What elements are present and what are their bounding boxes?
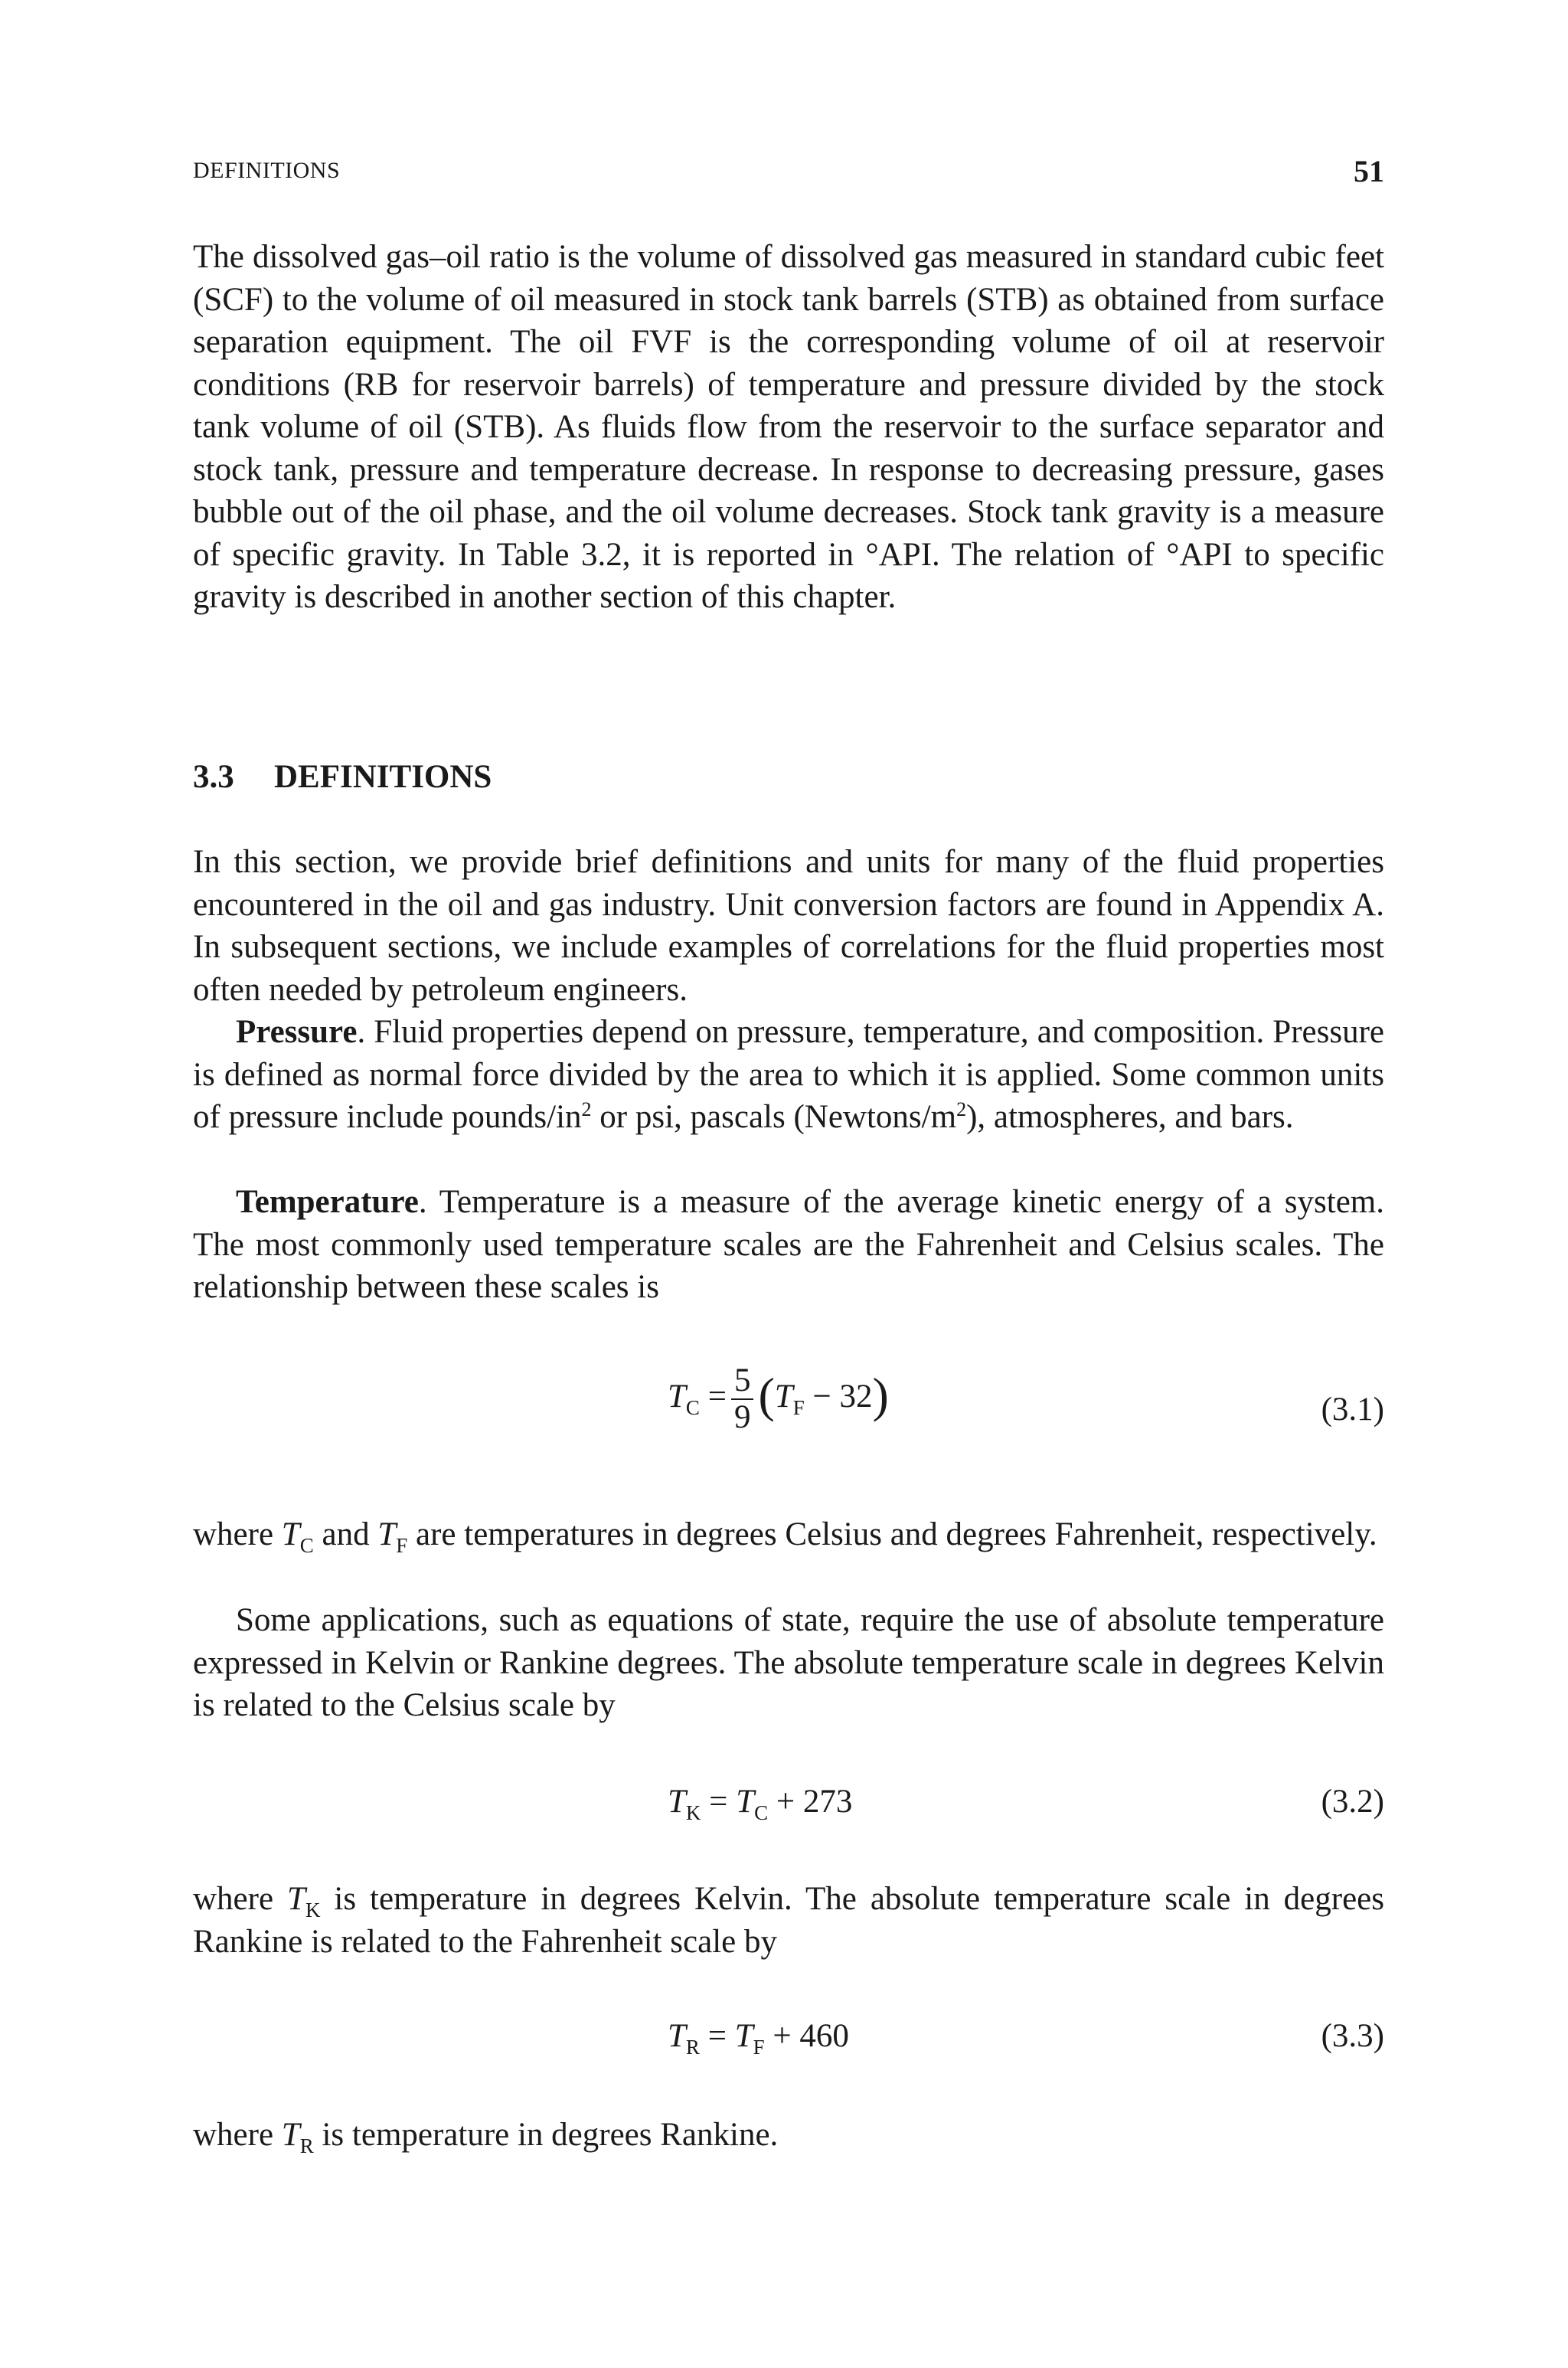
where-2-var-1: T bbox=[287, 1881, 305, 1917]
where-1-text-b: and bbox=[313, 1516, 378, 1552]
section-heading bbox=[193, 758, 492, 796]
section-title: DEFINITIONS bbox=[274, 759, 492, 795]
where-1-var-1: T bbox=[281, 1516, 300, 1552]
eq1-numerator: 5 bbox=[731, 1363, 754, 1400]
section-intro-paragraph: In this section, we provide brief definitions and units for many of the fluid properties encountered in the oil and gas industry. Unit conversion factors are found in Appendix A. In subsequent sections, we include examples of correlations for the fluid properties most often needed by petroleum engineers. bbox=[193, 844, 1384, 1008]
running-head bbox=[193, 154, 1384, 188]
where-1-sub-1: C bbox=[299, 1534, 314, 1557]
pressure-sup-1: 2 bbox=[581, 1098, 592, 1120]
eq3-equals: = bbox=[699, 2018, 735, 2054]
where-2-sub-1: K bbox=[305, 1899, 321, 1922]
eq1-rhs-sub: F bbox=[792, 1395, 805, 1419]
running-head-title: DEFINITIONS bbox=[193, 158, 341, 183]
pressure-text-2: or psi, pascals (Newtons/m bbox=[591, 1099, 957, 1135]
pressure-text-1: . Fluid properties depend on pressure, temperature, and composition. Pressure is defined as normal force divided by the area to which it is applied. Some common units of pressure include pounds/in bbox=[193, 1014, 1384, 1135]
eq2-rest: + 273 bbox=[768, 1784, 853, 1820]
absolute-temperature-paragraph: Some applications, such as equations of state, require the use of absolute temperature expressed in Kelvin or Rankine degrees. The absolute temperature scale in degrees Kelvin is related to the Celsius scale by bbox=[193, 1602, 1384, 1723]
equation-3-3-body bbox=[668, 2017, 849, 2059]
pressure-term: Pressure bbox=[236, 1014, 358, 1050]
where-2-text-a: where bbox=[193, 1881, 288, 1917]
eq2-lhs-var: T bbox=[668, 1784, 686, 1820]
intro-paragraph: The dissolved gas–oil ratio is the volume of dissolved gas measured in standard cubic feet (SCF) to the volume of oil measured in stock tank barrels (STB) as obtained from surface separation equipment. The oil FVF is the corresponding volume of oil at reservoir conditions (RB for reservoir barrels) of temperature and pressure divided by the stock tank volume of oil (STB). As fluids flow from the reservoir to the surface separator and stock tank, pressure and temperature decrease. In response to decreasing pressure, gases bubble out of the oil phase, and the oil volume decreases. Stock tank gravity is a measure of specific gravity. In Table 3.2, it is reported in °API. The relation of °API to specific gravity is described in another section of this chapter. bbox=[193, 239, 1384, 615]
pressure-text-3: ), atmospheres, and bars. bbox=[966, 1099, 1294, 1135]
eq1-lhs-var: T bbox=[668, 1378, 686, 1415]
where-1-text-a: where bbox=[193, 1516, 282, 1552]
eq3-rhs-var: T bbox=[734, 2018, 753, 2054]
eq2-rhs-sub: C bbox=[754, 1801, 769, 1824]
equation-3-3 bbox=[193, 2017, 1384, 2109]
eq1-rest: − 32 bbox=[804, 1378, 873, 1415]
where-1-sub-2: F bbox=[396, 1534, 408, 1557]
eq1-fraction bbox=[731, 1363, 754, 1435]
temperature-paragraph bbox=[193, 1181, 1384, 1309]
pressure-paragraph bbox=[193, 1011, 1384, 1139]
where-3-var-1: T bbox=[281, 2117, 300, 2153]
eq2-equals: = bbox=[701, 1784, 737, 1820]
temperature-term: Temperature bbox=[236, 1184, 419, 1220]
equation-3-2 bbox=[193, 1783, 1384, 1875]
equation-3-3-number: (3.3) bbox=[1321, 2018, 1384, 2054]
eq2-rhs-var: T bbox=[736, 1784, 755, 1820]
eq1-close-paren: ) bbox=[872, 1367, 889, 1422]
temperature-text: . Temperature is a measure of the average kinetic energy of a system. The most commonly used temperature scales are the Fahrenheit and Celsius scales. The relationship between these scales is bbox=[193, 1184, 1384, 1305]
page-number: 51 bbox=[1354, 154, 1384, 188]
where-1-text-c: are temperatures in degrees Celsius and degrees Fahrenheit, respectively. bbox=[407, 1516, 1377, 1552]
eq1-denominator: 9 bbox=[733, 1399, 751, 1435]
equation-3-1-body bbox=[668, 1363, 889, 1435]
where-paragraph-1 bbox=[193, 1513, 1384, 1556]
eq1-rhs-var: T bbox=[774, 1378, 793, 1415]
where-3-text-a: where bbox=[193, 2117, 282, 2153]
where-1-var-2: T bbox=[377, 1516, 397, 1552]
section-number: 3.3 bbox=[193, 759, 234, 795]
equation-3-1-number: (3.1) bbox=[1321, 1392, 1384, 1428]
where-3-text-b: is temperature in degrees Rankine. bbox=[313, 2117, 779, 2153]
equation-3-2-body bbox=[668, 1783, 853, 1824]
eq1-lhs-sub: C bbox=[685, 1395, 700, 1419]
equation-3-2-number: (3.2) bbox=[1321, 1784, 1384, 1820]
equation-3-1 bbox=[193, 1363, 1384, 1455]
eq1-equals: = bbox=[707, 1378, 727, 1415]
eq3-rhs-sub: F bbox=[753, 2036, 765, 2059]
where-paragraph-3 bbox=[193, 2114, 1384, 2157]
eq1-open-paren: ( bbox=[758, 1367, 775, 1422]
eq3-rest: + 460 bbox=[764, 2018, 849, 2054]
pressure-sup-2: 2 bbox=[956, 1098, 967, 1120]
eq2-lhs-sub: K bbox=[685, 1801, 701, 1824]
where-paragraph-2 bbox=[193, 1878, 1384, 1963]
where-2-text-b: is temperature in degrees Kelvin. The absolute temperature scale in degrees Rankine is related to the Fahrenheit scale by bbox=[193, 1881, 1384, 1960]
eq3-lhs-var: T bbox=[668, 2018, 686, 2054]
where-3-sub-1: R bbox=[299, 2134, 314, 2157]
eq3-lhs-sub: R bbox=[685, 2036, 700, 2059]
